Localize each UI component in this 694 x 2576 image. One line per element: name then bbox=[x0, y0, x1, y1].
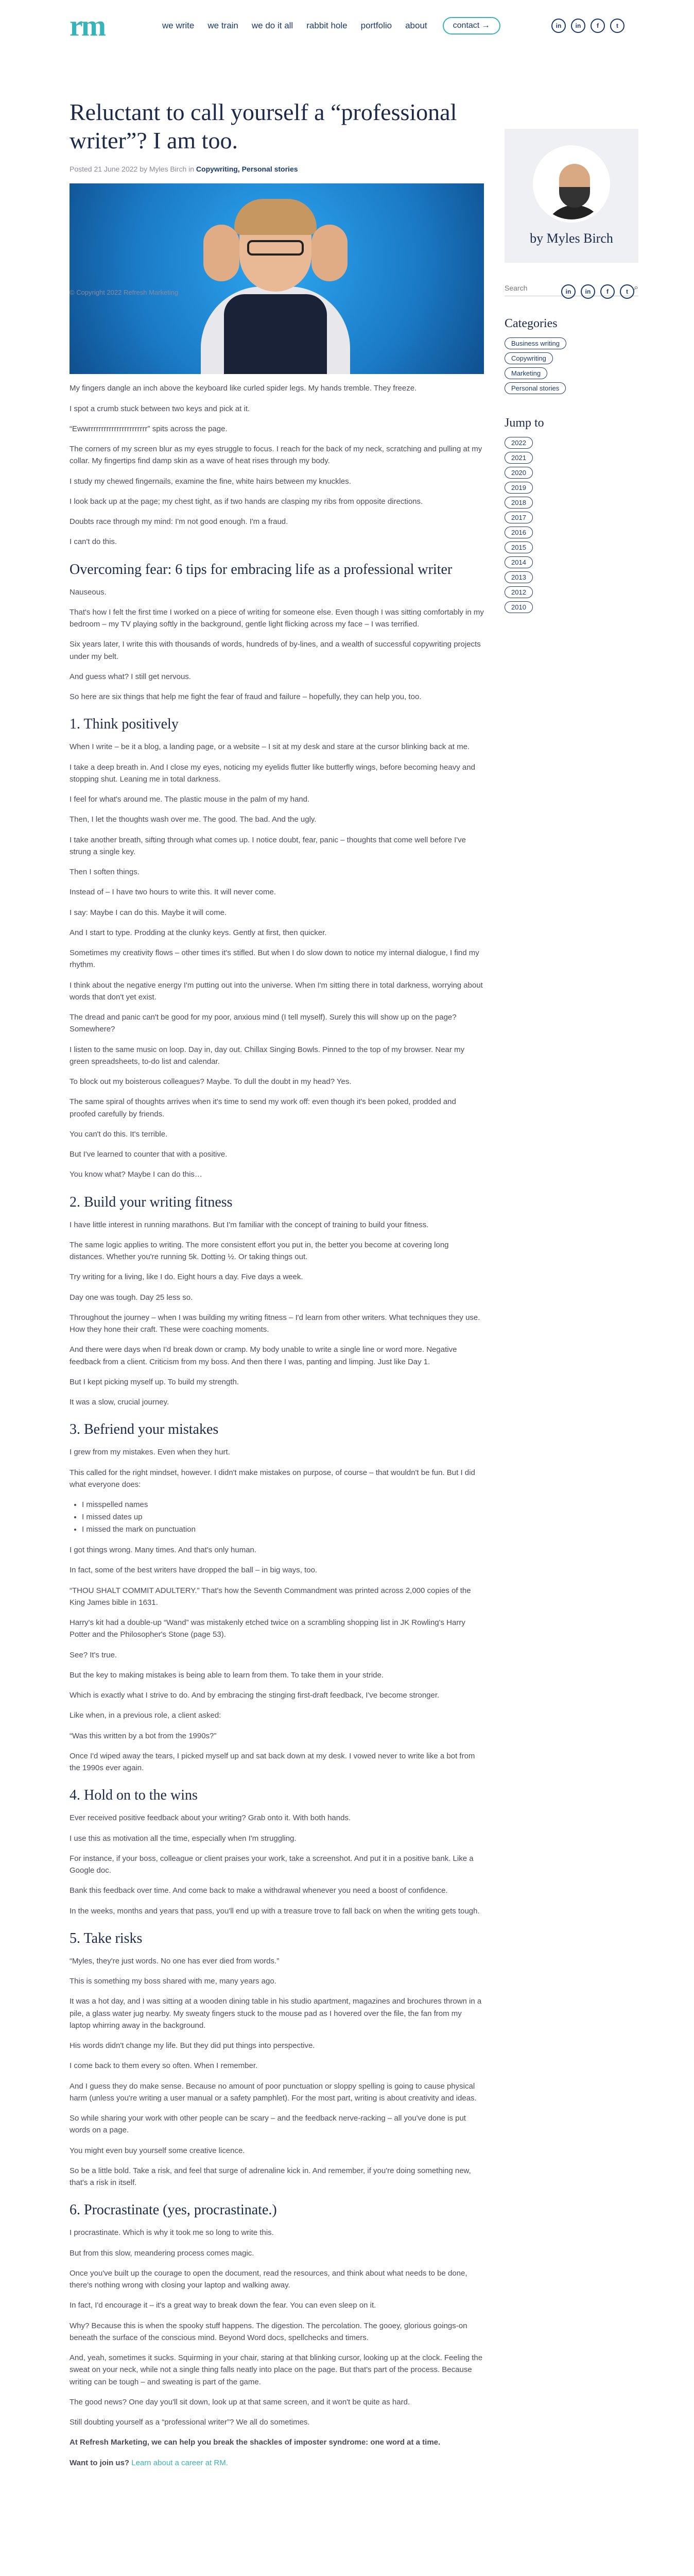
list-item: • I misspelled names bbox=[82, 1499, 484, 1511]
article-body bbox=[70, 382, 484, 2469]
instagram-icon[interactable]: in bbox=[581, 284, 595, 299]
facebook-icon[interactable]: f bbox=[591, 19, 605, 33]
author-name[interactable]: by Myles Birch bbox=[530, 231, 613, 246]
categories-list bbox=[505, 336, 638, 396]
paragraph: For instance, if your boss, colleague or client praises your work, take a screenshot. And put it in a positive bank. Like a Google doc. bbox=[70, 1854, 474, 1875]
paragraph: Bank this feedback over time. And come back to make a withdrawal whenever you need a boost of confidence. bbox=[70, 1886, 448, 1895]
twitter-icon[interactable]: t bbox=[620, 284, 634, 299]
paragraph: Ever received positive feedback about your writing? Grab onto it. With both hands. bbox=[70, 1814, 351, 1823]
paragraph: To block out my boisterous colleagues? Maybe. To dull the doubt in my head? Yes. bbox=[70, 1077, 352, 1087]
paragraph: The dread and panic can't be good for my poor, anxious mind (I tell myself). Surely this will show up on the page? Somewhere? bbox=[70, 1013, 457, 1034]
paragraph: I spot a crumb stuck between two keys and pick at it. bbox=[70, 404, 250, 413]
year-2021[interactable]: 2021 bbox=[505, 452, 533, 464]
paragraph: I use this as motivation all the time, especially when I'm struggling. bbox=[70, 1834, 297, 1843]
paragraph: And I start to type. Prodding at the clunky keys. Gently at first, then quicker. bbox=[70, 928, 327, 937]
site-logo[interactable]: rm bbox=[70, 9, 105, 42]
paragraph: Sometimes my creativity flows – other times it's stifled. But when I do slow down to notice my internal dialogue, I find my rhythm. bbox=[70, 948, 479, 970]
copyright: © Copyright 2022 Refresh Marketing bbox=[70, 289, 179, 296]
paragraph: But the key to making mistakes is being able to learn from them. To take them in your stride. bbox=[70, 1670, 384, 1680]
paragraph: It was a slow, crucial journey. bbox=[70, 1398, 169, 1407]
avatar-beard bbox=[559, 187, 590, 208]
paragraph: Doubts race through my mind: I'm not good enough. I'm a fraud. bbox=[70, 517, 288, 527]
paragraph: “Myles, they're just words. No one has ever died from words.” bbox=[70, 1956, 280, 1965]
hero-hand-right bbox=[311, 225, 348, 281]
avatar-shirt bbox=[544, 205, 605, 223]
paragraph: Then, I let the thoughts wash over me. The good. The bad. And the ugly. bbox=[70, 815, 317, 824]
paragraph: So be a little bold. Take a risk, and feel that surge of adrenaline kick in. And remember, if you're doing something new, that's a risk in itself. bbox=[70, 2166, 471, 2188]
paragraph: I look back up at the page; my chest tight, as if two hands are clasping my ribs from opposite directions. bbox=[70, 497, 423, 506]
sidebar bbox=[505, 52, 638, 2477]
year-list bbox=[505, 435, 638, 615]
paragraph: I take another breath, sifting through what comes up. I notice doubt, fear, panic – thoughts that come well before I've strung a single key. bbox=[70, 835, 466, 856]
jump-title: Jump to bbox=[505, 416, 544, 430]
header-socials bbox=[551, 19, 624, 33]
paragraph: I have little interest in running marathons. But I'm familiar with the concept of training to build your fitness. bbox=[70, 1220, 429, 1229]
paragraph: I grew from my mistakes. Even when they hurt. bbox=[70, 1448, 230, 1457]
paragraph: Once you've built up the courage to open the document, read the resources, and think about what needs to be done, there's nothing wrong with closing your laptop and walking away. bbox=[70, 2268, 467, 2290]
paragraph: But I kept picking myself up. To build my strength. bbox=[70, 1377, 239, 1386]
heading-1: 1. Think positively bbox=[70, 716, 179, 733]
categories-title: Categories bbox=[505, 317, 558, 330]
year-2020[interactable]: 2020 bbox=[505, 467, 533, 479]
paragraph: Why? Because this is when the spooky stuff happens. The digestion. The percolation. The gooey, glorious goings-on beneath the surface of the conscious mind. Beyond Word docs, spellchecks and timers. bbox=[70, 2321, 467, 2342]
article-meta bbox=[70, 165, 484, 173]
year-2019[interactable]: 2019 bbox=[505, 482, 533, 494]
hero-vest bbox=[224, 294, 327, 374]
paragraph: My fingers dangle an inch above the keyboard like curled spider legs. My hands tremble. They freeze. bbox=[70, 384, 417, 393]
paragraph: Try writing for a living, like I do. Eight hours a day. Five days a week. bbox=[70, 1273, 303, 1282]
paragraph: When I write – be it a blog, a landing page, or a website – I sit at my desk and stare at the cursor blinking back at me. bbox=[70, 742, 470, 752]
linkedin-icon[interactable]: in bbox=[561, 284, 576, 299]
section-5 bbox=[70, 1955, 484, 2189]
paragraph: But from this slow, meandering process comes magic. bbox=[70, 2248, 254, 2258]
article bbox=[70, 52, 484, 2477]
paragraph: This is something my boss shared with me, many years ago. bbox=[70, 1977, 276, 1986]
hero-image bbox=[70, 183, 484, 374]
nav-we-write[interactable]: we write bbox=[162, 21, 195, 30]
heading-2: 2. Build your writing fitness bbox=[70, 1194, 233, 1210]
contact-button[interactable]: contact → bbox=[443, 17, 500, 35]
paragraph: Then I soften things. bbox=[70, 868, 140, 877]
paragraph: “THOU SHALT COMMIT ADULTERY.” That's how the Seventh Commandment was printed across 2,000 copies of the King James bible in 1631. bbox=[70, 1586, 471, 1607]
closing-line bbox=[70, 2436, 484, 2448]
hero-glasses bbox=[247, 240, 304, 256]
overcoming-section bbox=[70, 586, 484, 703]
paragraph: See? It's true. bbox=[70, 1650, 117, 1659]
paragraph: So while sharing your work with other people can be scary – and the feedback nerve-racking – all you've done is put words on a page. bbox=[70, 2114, 466, 2135]
linkedin-icon[interactable]: in bbox=[551, 19, 566, 33]
paragraph: You can't do this. It's terrible. bbox=[70, 1129, 168, 1139]
section-3a bbox=[70, 1446, 484, 1490]
site-header bbox=[0, 0, 694, 52]
paragraph: I can't do this. bbox=[70, 537, 117, 547]
paragraph: I study my chewed fingernails, examine the fine, white hairs between my knuckles. bbox=[70, 477, 351, 486]
paragraph: In fact, some of the best writers have dropped the ball – in big ways, too. bbox=[70, 1566, 318, 1575]
paragraph: I procrastinate. Which is why it took me so long to write this. bbox=[70, 2228, 274, 2238]
author-card bbox=[505, 129, 638, 263]
year-2015[interactable]: 2015 bbox=[505, 541, 533, 553]
paragraph: I got things wrong. Many times. And that's only human. bbox=[70, 1546, 257, 1555]
career-link[interactable]: Learn about a career at RM. bbox=[131, 2458, 228, 2467]
paragraph: Like when, in a previous role, a client asked: bbox=[70, 1711, 221, 1720]
paragraph: This called for the right mindset, however. I didn't make mistakes on purpose, of course – that wouldn't be fun. But I did what everyone does: bbox=[70, 1468, 475, 1489]
year-2012[interactable]: 2012 bbox=[505, 586, 533, 598]
paragraph: I think about the negative energy I'm putting out into the universe. When I'm sitting there in total darkness, worrying about words that don't yet exist. bbox=[70, 980, 483, 1002]
paragraph: But I've learned to counter that with a positive. bbox=[70, 1150, 228, 1159]
list-item: • I missed dates up bbox=[82, 1511, 484, 1523]
category-marketing[interactable]: Marketing bbox=[505, 367, 547, 379]
paragraph: “Ewwrrrrrrrrrrrrrrrrrrrrrrr” spits across the page. bbox=[70, 424, 228, 433]
paragraph: You might even buy yourself some creative licence. bbox=[70, 2146, 245, 2155]
heading-overcoming: Overcoming fear: 6 tips for embracing life as a professional writer bbox=[70, 561, 453, 578]
paragraph: Nauseous. bbox=[70, 587, 107, 597]
article-title: Reluctant to call yourself a “professional writer”? I am too. bbox=[70, 99, 457, 154]
paragraph: “Was this written by a bot from the 1990s?” bbox=[70, 1731, 217, 1740]
paragraph: And I guess they do make sense. Because no amount of poor punctuation or sloppy spelling is going to cause physical harm (unless you're writing a user manual or a safety pamphlet). For the most part, writing is about creativity and ideas. bbox=[70, 2081, 477, 2103]
paragraph: I take a deep breath in. And I close my eyes, noticing my eyelids flutter like butterfly wings, before becoming heavy and stopping shut. Leaning me in total darkness. bbox=[70, 762, 475, 784]
nav-about[interactable]: about bbox=[405, 21, 427, 30]
paragraph: The same spiral of thoughts arrives when it's time to send my work off: even though it's been poked, prodded and proofed carefully by friends. bbox=[70, 1097, 456, 1118]
section-6 bbox=[70, 2227, 484, 2428]
section-2 bbox=[70, 1219, 484, 1409]
paragraph: I listen to the same music on loop. Day in, day out. Chillax Singing Bowls. Pinned to the top of my browser. Near my green spreadsheets, to-do list and calendar. bbox=[70, 1045, 465, 1066]
main-nav bbox=[162, 21, 427, 31]
paragraph: Throughout the journey – when I was building my writing fitness – I'd learn from other writers. What techniques they use. How they hone their craft. These were coaching moments. bbox=[70, 1313, 480, 1334]
paragraph: And there were days when I'd break down or cramp. My body unable to write a single line or word more. Negative feedback from a client. Criticism from my boss. And then there I was, panting and limping. Just like Day 1. bbox=[70, 1345, 457, 1366]
year-2022[interactable]: 2022 bbox=[505, 437, 533, 449]
category-copywriting[interactable]: Copywriting bbox=[505, 352, 553, 364]
hero-hair bbox=[234, 199, 317, 235]
year-2018[interactable]: 2018 bbox=[505, 497, 533, 509]
paragraph: Still doubting yourself as a “professional writer”? We all do sometimes. bbox=[70, 2418, 310, 2427]
footer-socials bbox=[561, 284, 634, 299]
paragraph: The same logic applies to writing. The more consistent effort you put in, the better you become at covering long distances. Whether you're running 5k. Dotting ½. Or taking things out. bbox=[70, 1240, 449, 1262]
paragraph: Day one was tough. Day 25 less so. bbox=[70, 1293, 193, 1302]
intro-section bbox=[70, 382, 484, 548]
closing-bold: At Refresh Marketing, we can help you break the shackles of imposter syndrome: one word at a time. bbox=[70, 2438, 441, 2447]
meta-categories[interactable]: Copywriting, Personal stories bbox=[196, 165, 298, 174]
heading-3: 3. Befriend your mistakes bbox=[70, 1421, 219, 1438]
paragraph: I say: Maybe I can do this. Maybe it will come. bbox=[70, 908, 227, 917]
paragraph: So here are six things that help me fight the fear of fraud and failure – hopefully, they can help you, too. bbox=[70, 692, 422, 702]
join-prefix: Want to join us? bbox=[70, 2458, 130, 2467]
mistakes-list bbox=[82, 1499, 484, 1536]
year-2017[interactable]: 2017 bbox=[505, 512, 533, 523]
paragraph: In the weeks, months and years that pass, you'll end up with a treasure trove to fall back on when the writing gets tough. bbox=[70, 1906, 480, 1916]
nav-we-train[interactable]: we train bbox=[207, 21, 238, 30]
instagram-icon[interactable]: in bbox=[571, 19, 585, 33]
paragraph: It was a hot day, and I was sitting at a wooden dining table in his studio apartment, magazines and brochures thrown in a pile, a glass water jug nearby. My sweaty fingers stuck to the mouse pad as I hovered over the file, the fan from my laptop whirring away in the background. bbox=[70, 1997, 482, 2030]
nav-rabbit-hole[interactable]: rabbit hole bbox=[306, 21, 348, 30]
content-container bbox=[0, 52, 694, 2477]
year-2010[interactable]: 2010 bbox=[505, 601, 533, 613]
paragraph: His words didn't change my life. But they did put things into perspective. bbox=[70, 2041, 315, 2050]
search-icon[interactable]: ⌕ bbox=[634, 283, 638, 292]
paragraph: The corners of my screen blur as my eyes struggle to focus. I reach for the back of my neck, scratching and pulling at my collar. My fingertips find damp skin as a wave of heat rises through my body. bbox=[70, 445, 482, 466]
hero-hand-left bbox=[203, 225, 239, 281]
year-2014[interactable]: 2014 bbox=[505, 556, 533, 568]
paragraph: Harry's kit had a double-up “Wand” was mistakenly etched twice on a scrambling shopping list in JK Rowling's Harry Potter and the Philosopher's Stone (page 53). bbox=[70, 1618, 465, 1639]
paragraph: And guess what? I still get nervous. bbox=[70, 672, 191, 681]
heading-6: 6. Procrastinate (yes, procrastinate.) bbox=[70, 2202, 277, 2218]
year-2016[interactable]: 2016 bbox=[505, 527, 533, 538]
paragraph: Once I'd wiped away the tears, I picked myself up and sat back down at my desk. I vowed never to write like a bot from the 1990s ever again. bbox=[70, 1751, 475, 1773]
paragraph: Instead of – I have two hours to write this. It will never come. bbox=[70, 888, 276, 897]
heading-4: 4. Hold on to the wins bbox=[70, 1787, 198, 1804]
section-3b bbox=[70, 1544, 484, 1774]
avatar bbox=[533, 145, 610, 223]
paragraph: That's how I felt the first time I worked on a piece of writing for someone else. Even though I was sitting comfortably in my bedroom – my TV playing softly in the background, gentle light flicking across my face – I was terrified. bbox=[70, 607, 484, 629]
paragraph: I feel for what's around me. The plastic mouse in the palm of my hand. bbox=[70, 795, 310, 804]
section-1 bbox=[70, 741, 484, 1180]
paragraph: Which is exactly what I strive to do. And by embracing the stinging first-draft feedback, I've become stronger. bbox=[70, 1691, 440, 1700]
year-2013[interactable]: 2013 bbox=[505, 571, 533, 583]
paragraph: And, yeah, sometimes it sucks. Squirming in your chair, staring at that blinking cursor, looking up at the clock. Feeling the sweat on your neck, while not a single thing falls neatly into place on the page. But that's part of the process. Because writing can be tough – and sweating is part of the game. bbox=[70, 2353, 483, 2386]
paragraph: Six years later, I write this with thousands of words, hundreds of by-lines, and a wealth of successful copywriting projects under my belt. bbox=[70, 640, 481, 661]
section-4 bbox=[70, 1812, 484, 1917]
twitter-icon[interactable]: t bbox=[610, 19, 624, 33]
nav-portfolio[interactable]: portfolio bbox=[360, 21, 392, 30]
facebook-icon[interactable]: f bbox=[600, 284, 615, 299]
paragraph: You know what? Maybe I can do this… bbox=[70, 1170, 202, 1179]
join-line bbox=[70, 2457, 484, 2469]
list-item: • I missed the mark on punctuation bbox=[82, 1523, 484, 1536]
category-personal-stories[interactable]: Personal stories bbox=[505, 382, 566, 394]
paragraph: I come back to them every so often. When I remember. bbox=[70, 2061, 258, 2071]
nav-we-do-it-all[interactable]: we do it all bbox=[251, 21, 293, 30]
paragraph: The good news? One day you'll sit down, look up at that same screen, and it won't be quite as hard. bbox=[70, 2397, 410, 2406]
paragraph: In fact, I'd encourage it – it's a great way to break down the fear. You can even sleep on it. bbox=[70, 2301, 376, 2310]
meta-prefix: Posted 21 June 2022 by Myles Birch in bbox=[70, 165, 196, 174]
category-business-writing[interactable]: Business writing bbox=[505, 337, 566, 349]
heading-5: 5. Take risks bbox=[70, 1930, 143, 1946]
